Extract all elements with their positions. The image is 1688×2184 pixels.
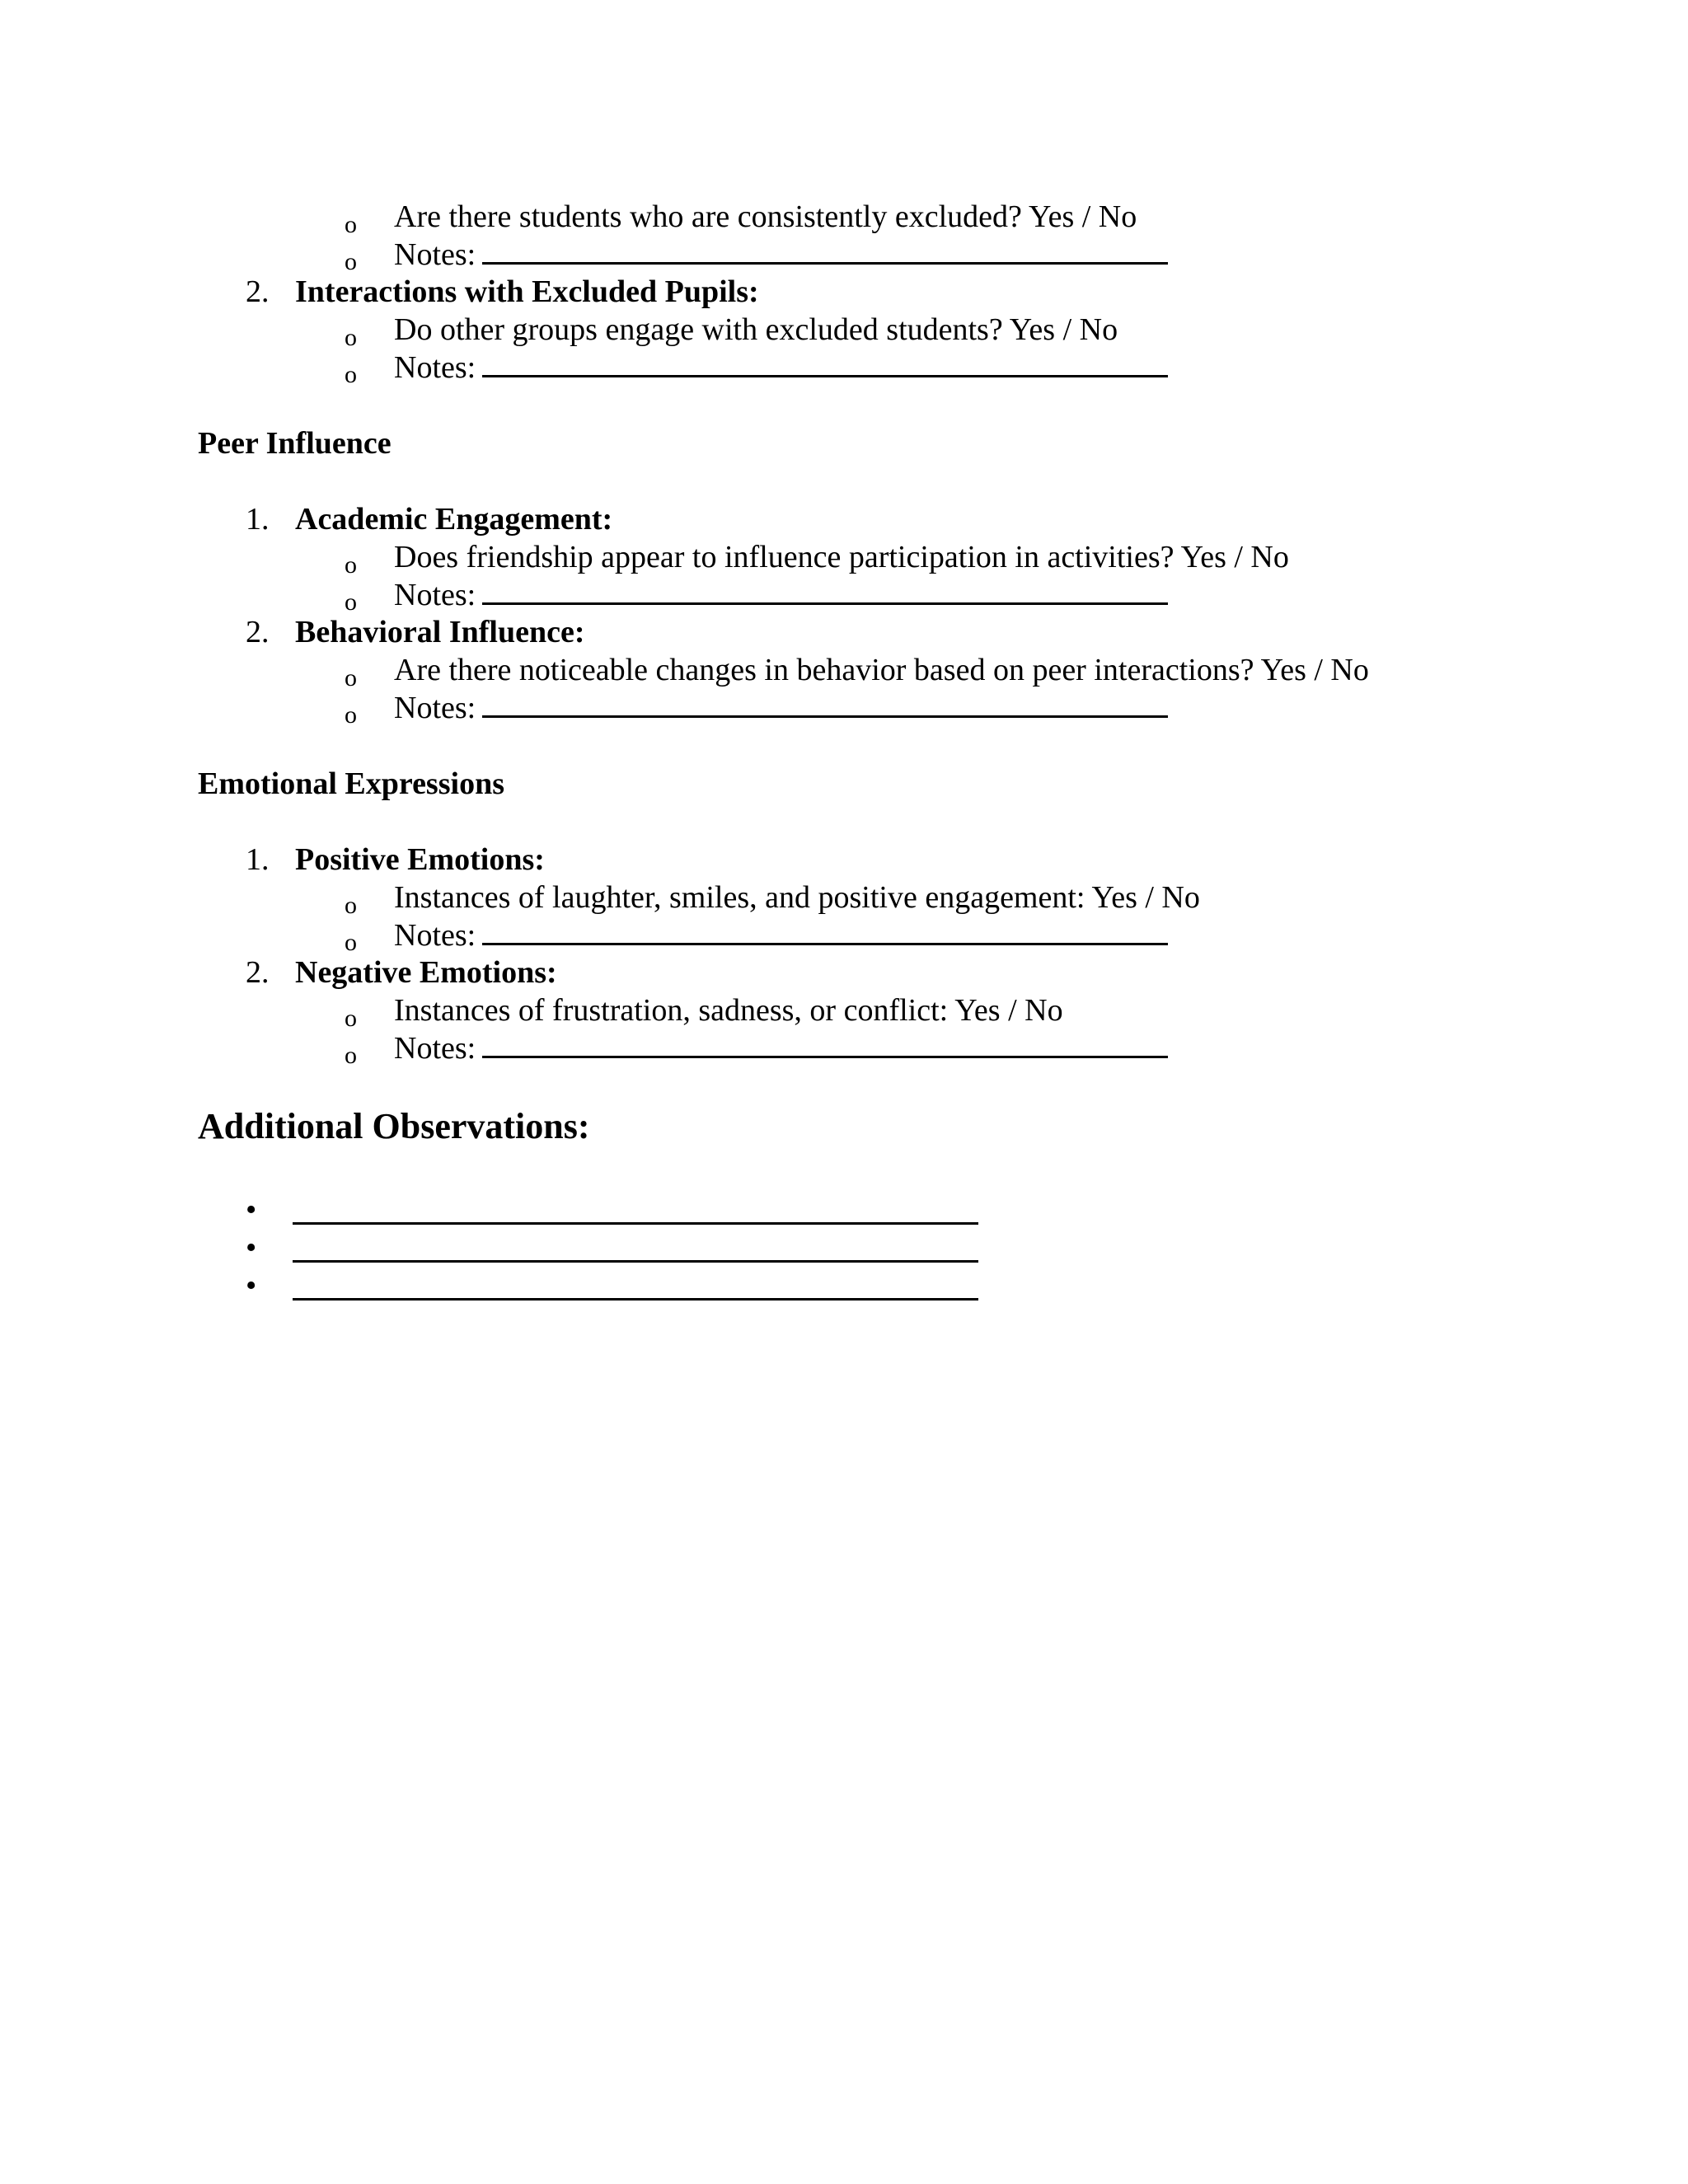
notes-label: Notes: — [394, 350, 476, 385]
notes-label: Notes: — [394, 578, 476, 612]
sub-bullet-marker: o — [345, 361, 357, 388]
notes-blank-line[interactable] — [482, 350, 1168, 377]
sub-bullet-marker: o — [345, 324, 357, 351]
section-heading-additional-observations: Additional Observations: — [198, 1106, 590, 1146]
notes-label: Notes: — [394, 691, 476, 725]
item-number: 2. — [246, 274, 270, 309]
section-heading-peer-influence: Peer Influence — [198, 426, 392, 461]
item-title-academic-engagement: Academic Engagement: — [295, 502, 613, 537]
notes-blank-line[interactable] — [482, 691, 1168, 718]
item-title-positive-emotions: Positive Emotions: — [295, 842, 545, 877]
observation-blank-line-3[interactable] — [293, 1298, 978, 1301]
item-title-negative-emotions: Negative Emotions: — [295, 955, 557, 990]
notes-row — [394, 349, 1168, 387]
sub-bullet-marker: o — [345, 248, 357, 275]
item-number: 1. — [246, 842, 270, 877]
notes-blank-line[interactable] — [482, 1031, 1168, 1058]
observation-blank-line-1[interactable] — [293, 1222, 978, 1225]
notes-row — [394, 236, 1168, 274]
sub-bullet-marker: o — [345, 1005, 357, 1032]
notes-label: Notes: — [394, 237, 476, 272]
observation-blank-line-2[interactable] — [293, 1260, 978, 1263]
item-number: 2. — [246, 955, 270, 990]
engagement-question: Do other groups engage with excluded students? Yes / No — [394, 312, 1118, 347]
notes-label: Notes: — [394, 1031, 476, 1066]
sub-bullet-marker: o — [345, 929, 357, 956]
exclusion-question: Are there students who are consistently excluded? Yes / No — [394, 199, 1137, 234]
sub-bullet-marker: o — [345, 588, 357, 616]
sub-bullet-marker: o — [345, 892, 357, 919]
behavior-change-question: Are there noticeable changes in behavior based on peer interactions? Yes / No — [394, 653, 1369, 687]
sub-bullet-marker: o — [345, 551, 357, 579]
bullet-marker: • — [246, 1268, 257, 1303]
item-title-interactions-excluded: Interactions with Excluded Pupils: — [295, 274, 759, 309]
notes-row — [394, 576, 1168, 614]
friendship-influence-question: Does friendship appear to influence participation in activities? Yes / No — [394, 540, 1289, 574]
item-title-behavioral-influence: Behavioral Influence: — [295, 615, 585, 649]
notes-row — [394, 689, 1168, 727]
notes-row — [394, 916, 1168, 954]
notes-blank-line[interactable] — [482, 237, 1168, 265]
positive-emotions-question: Instances of laughter, smiles, and positive engagement: Yes / No — [394, 880, 1200, 915]
sub-bullet-marker: o — [345, 1042, 357, 1069]
sub-bullet-marker: o — [345, 664, 357, 691]
item-number: 2. — [246, 615, 270, 649]
notes-blank-line[interactable] — [482, 918, 1168, 945]
notes-row — [394, 1029, 1168, 1067]
notes-blank-line[interactable] — [482, 578, 1168, 605]
bullet-marker: • — [246, 1193, 257, 1227]
negative-emotions-question: Instances of frustration, sadness, or conflict: Yes / No — [394, 993, 1063, 1028]
bullet-marker: • — [246, 1230, 257, 1265]
item-number: 1. — [246, 502, 270, 537]
sub-bullet-marker: o — [345, 701, 357, 729]
sub-bullet-marker: o — [345, 211, 357, 238]
notes-label: Notes: — [394, 918, 476, 953]
section-heading-emotional-expressions: Emotional Expressions — [198, 766, 504, 801]
